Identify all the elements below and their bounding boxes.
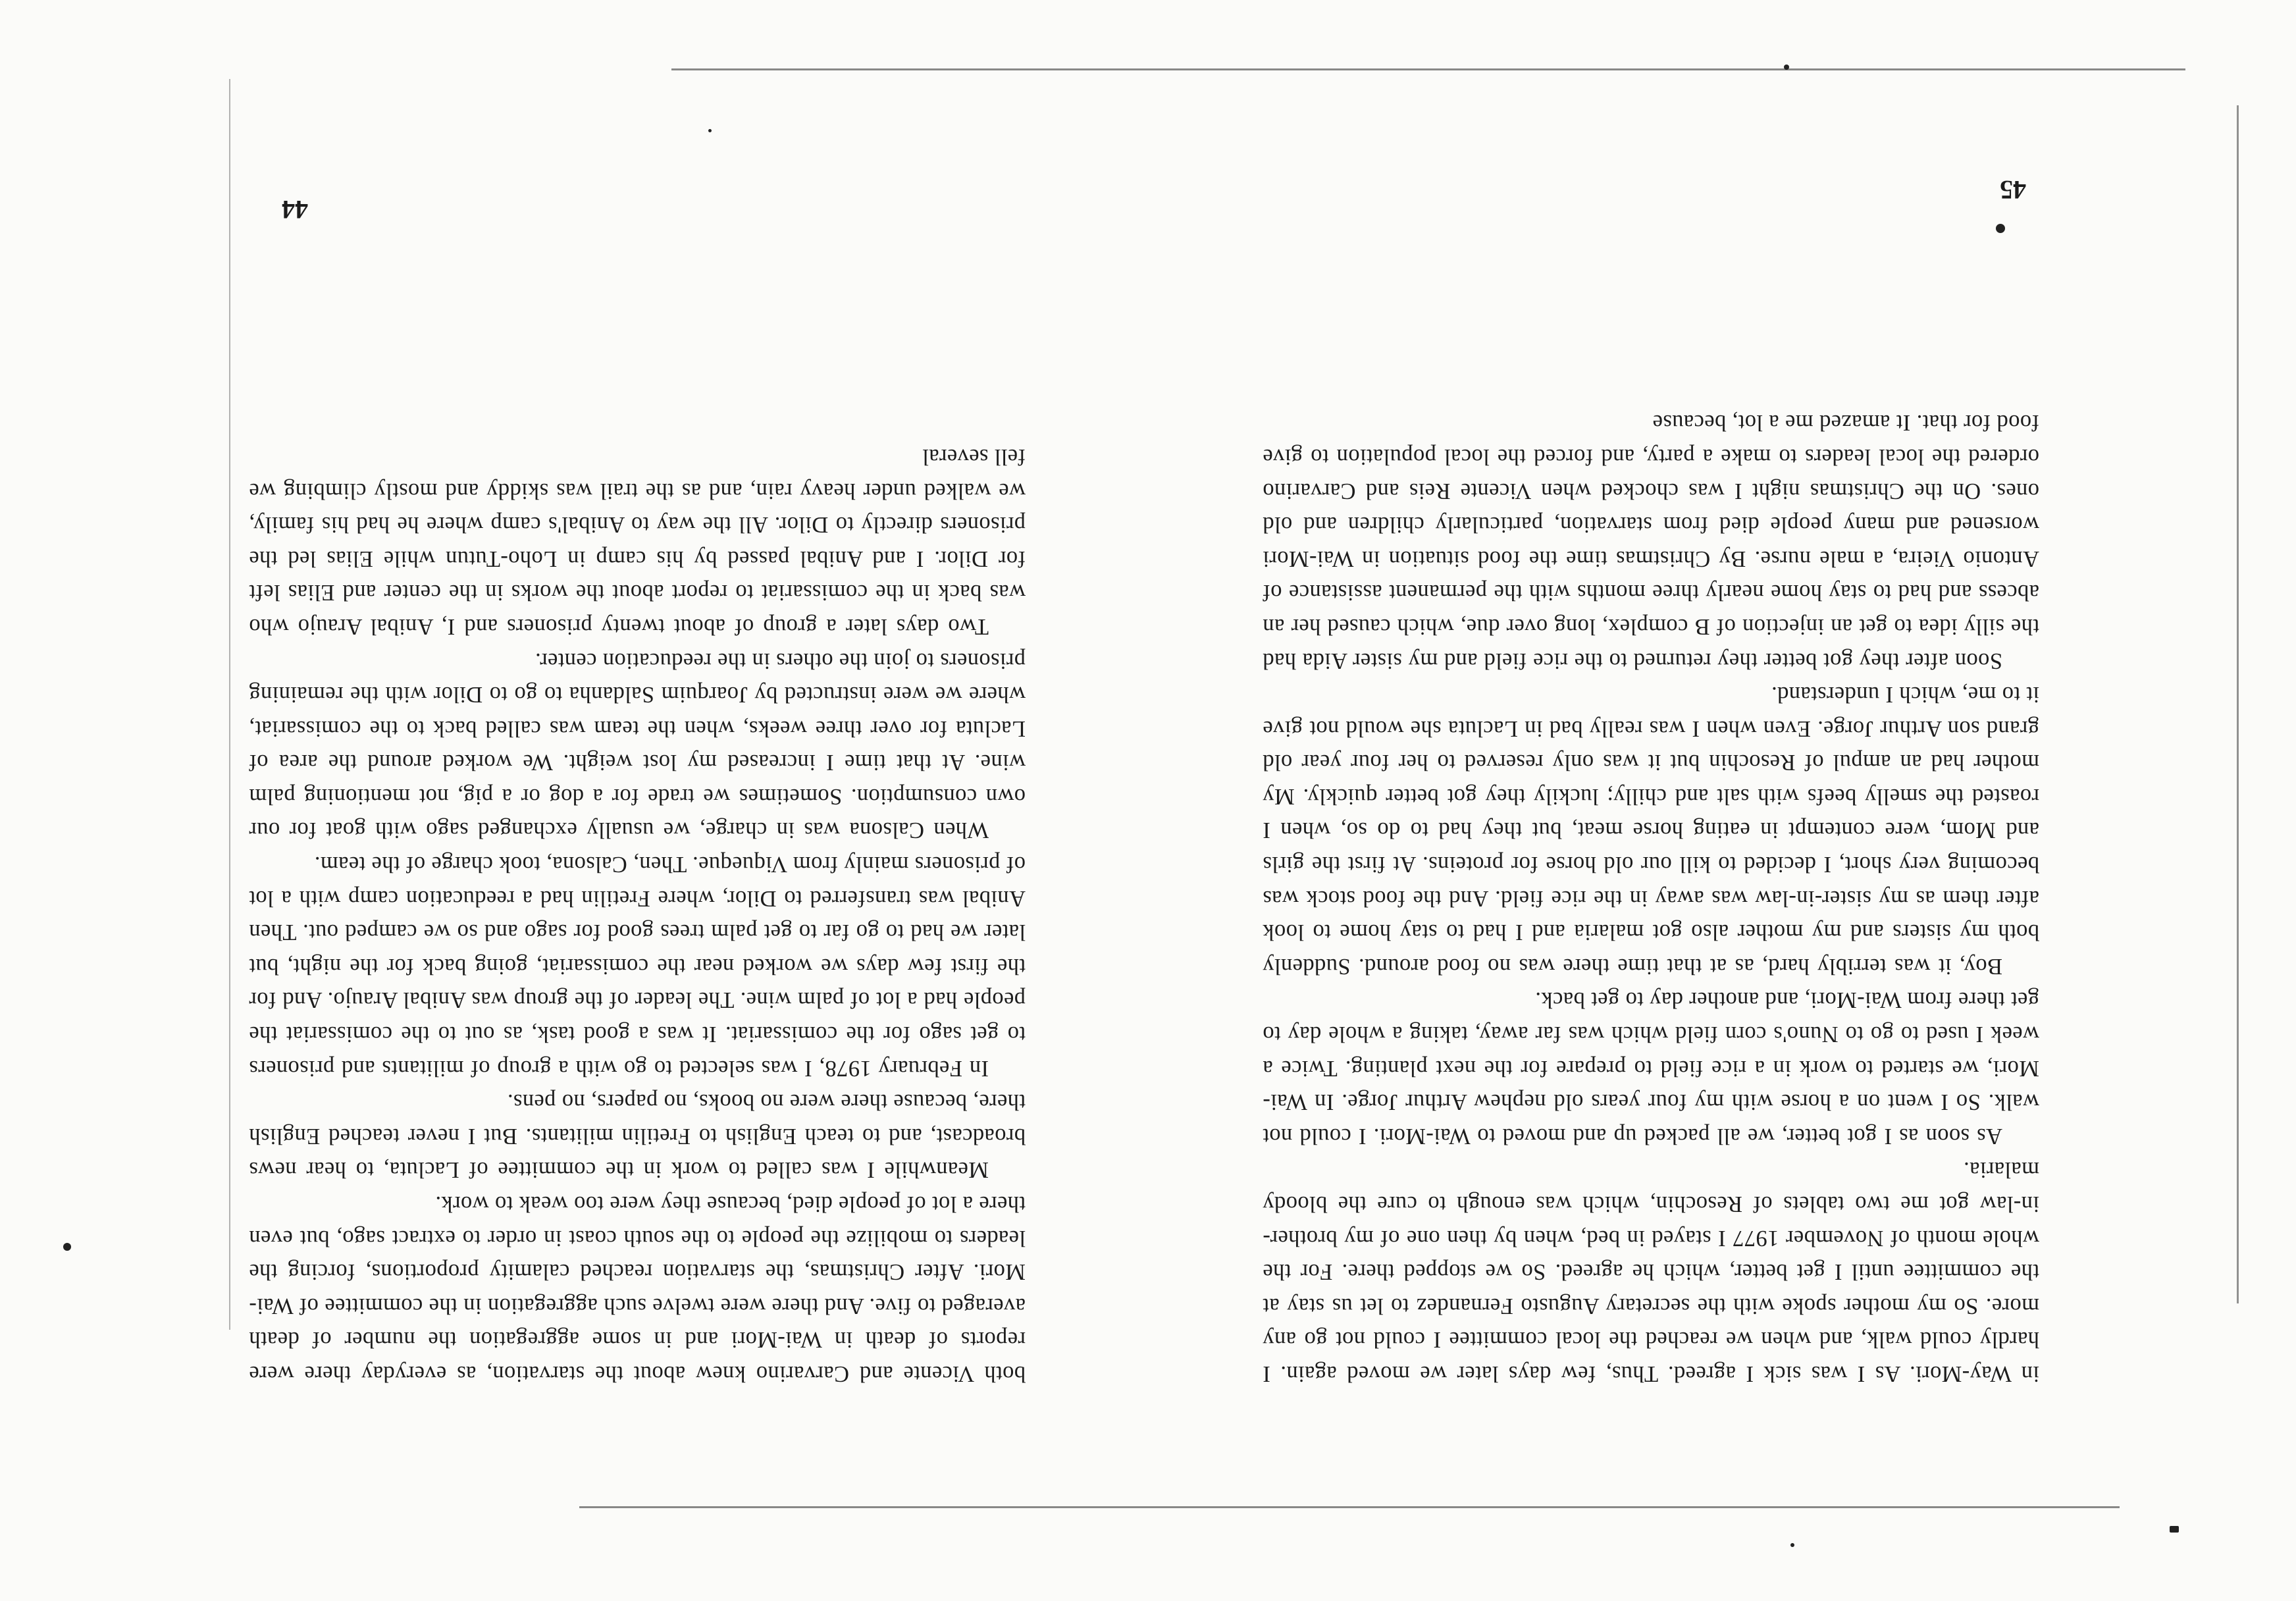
p45-5: Two days later a group of about twenty prisoners and I, Anibal Araujo who was back in the comissariat to report about the works in the center and Elias left for Dilor. I and Anibal passed by his camp in Loho-Tutun while Elias led the prisoners directly to Dilor. All the way to Anibal's camp where he had his family, we walked under heavy rain, and as the trail was skiddy and mostly climbing we fell several	[249, 444, 1026, 639]
page-45-text	[249, 439, 1026, 1390]
p45-2: Meanwhile I was called to work in the committee of Lacluta, to hear news broadcast, and to teach English to Fretilin militants. But I never teached English there, because there were no books, no papers, no pens.	[249, 1089, 1026, 1183]
p45-3: In February 1978, I was selected to go with a group of militants and prisoners to get sago for the comissariat. It was a good task, as out to the comissariat the people had a lot of palm wine. The leader of the group was Anibal Araujo. And for the first few days we worked near the comissariat, going back for the night, but later we had to go far to get palm trees good for sago and so we camped out. Then Anibal was transferred to Dilor, where Fretilin had a reeducation camp with a lot of prisoners mainly from Viqueque. Then, Calsona, took charge of the team.	[249, 852, 1026, 1081]
speck	[1784, 65, 1789, 70]
left-edge-line	[229, 79, 230, 1330]
speck	[2170, 1526, 2179, 1533]
p44-1: in Way-Mori. As I was sick I agreed. Thus, few days later we moved again. I hardly could walk, and when we reached the local committee I could not go any more. So my mother spoke with the secretary Augusto Fernandez to let us stay at the committee until I get better, which he agreed. So we stopped there. For the whole month of November 1977 I stayed in bed, when by then one of my brother-in-law got me two tablets of Resochin, which was enough to cure the bloody malaria.	[1263, 1157, 2039, 1386]
speck	[63, 1243, 71, 1251]
speck	[1790, 1543, 1794, 1547]
p44-3: Boy, it was terribly hard, as at that time there was no food around. Suddenly both my sisters and my mother also got malaria and I had to stay home to look after them as my sister-in-law was away in the rice field. And the food stock was becoming very short, I decided to kill our old horse for proteins. At first the girls and Mom, were contempt in eating horse meat, but they had to do so, when I roasted the smelly beefs with salt and chilly; luckily they got better quickly. My mother had an ampul of Resochin but it was only reserved to her four year old grand son Arthur Jorge. Even when I was really bad in Lacluta she would not give it to me, which I understand.	[1263, 682, 2039, 979]
p45-1: both Vicente and Carvarino knew about the starvation, as everyday there were reports of death in Wai-Mori and in some aggregation the number of death averaged to five. And there were twelve such aggregation in the committee of Wai-Mori. After Christmas, the starvation reached calamity proportions, forcing the leaders to mobilize the people to the south coast in order to extract sago, but even there a lot of people died, because they were too weak to work.	[249, 1192, 1026, 1386]
speck	[708, 129, 712, 132]
p45-4: When Calsona was in charge, we usually exchanged sago with goat for our own consumption. Sometimes we trade for a dog or a pig, not mentioning palm wine. At that time I increased my lost weight. We worked around the area of Lacluta for over three weeks, when the team was called back to the comissariat, where we were instructed by Joarquim Saldanha to go to Dilor with the remaining prisoners to join the others in the reeducation center.	[249, 648, 1026, 843]
page-44-text	[1263, 406, 2039, 1390]
top-edge-line	[671, 68, 2185, 70]
speck	[1996, 224, 2005, 233]
page-number-44: 44	[282, 195, 308, 224]
bottom-edge-line	[579, 1506, 2120, 1508]
p44-2: As soon as I got better, we all packed up and moved to Wai-Mori. I could not walk. So I went on a horse with my four years old nephew Arthur Jorge. In Wai-Mori, we started to work in a rice field to prepare for the next planting. Twice a week I used to go to Nuno's corn field which was far away, taking a whole day to get there from Wai-Mori, and another day to get back.	[1263, 987, 2039, 1149]
p44-4: Soon after they got better they returned to the rice field and my sister Aida had the silly idea to get an injection of B complex, long over due, which caused her an abcess and had to stay home nearly three months with the permanent assistance of Antonio Vieira, a male nurse. By Christmas time the food situation in Wai-Mori worsened and many people died from starvation, particularly children and old ones. On the Christmas night I was chocked when Vicente Reis and Carvarino ordered the local leaders to make a party, and forced the local population to give food for that. It amazed me a lot, because	[1263, 410, 2039, 673]
right-edge-line	[2237, 105, 2239, 1303]
page-number-45: 45	[2000, 175, 2026, 205]
